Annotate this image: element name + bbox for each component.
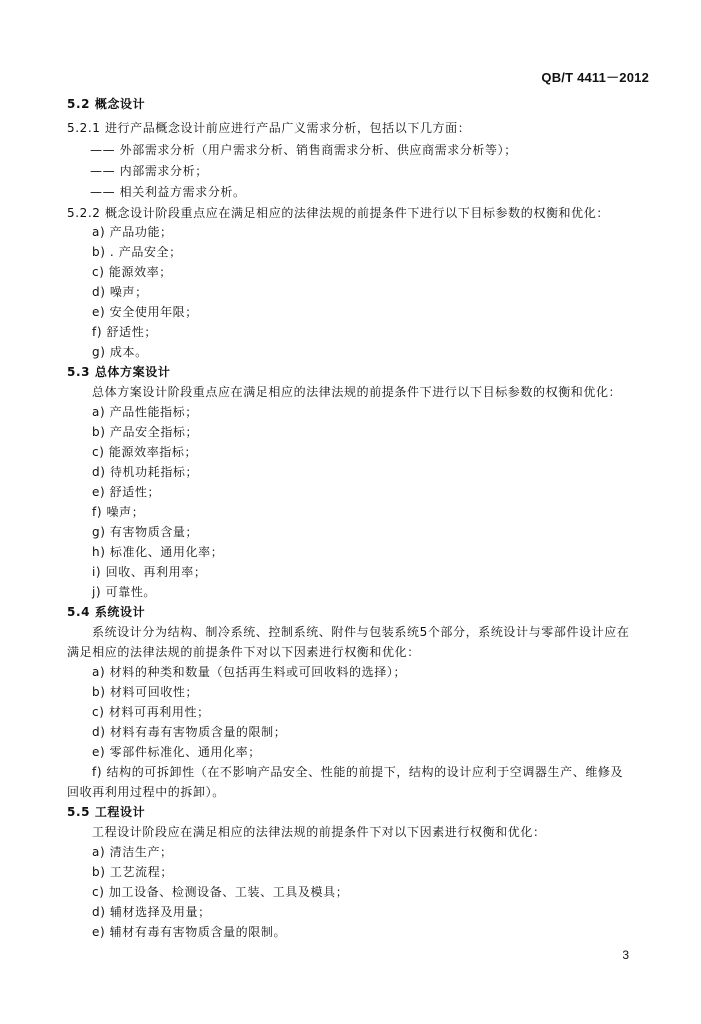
- list-item: d) 待机功耗指标；: [92, 465, 199, 479]
- list-item: b) 工艺流程；: [92, 865, 173, 879]
- list-item: e) 零部件标准化、通用化率；: [92, 745, 261, 759]
- section-5-2-heading: 5.2 概念设计: [67, 97, 146, 111]
- list-item: e) 安全使用年限；: [92, 305, 198, 319]
- list-item: j) 可靠性。: [92, 585, 157, 599]
- list-item-continuation: 回收再利用过程中的拆卸）。: [67, 785, 225, 799]
- clause-5-2-1: 5.2.1 进行产品概念设计前应进行产品广义需求分析，包括以下几方面：: [67, 121, 471, 135]
- list-item: b) 产品安全指标；: [92, 425, 199, 439]
- list-item: i) 回收、再利用率；: [92, 565, 207, 579]
- list-item: a) 产品性能指标；: [92, 405, 198, 419]
- list-item: c) 材料可再利用性；: [92, 705, 210, 719]
- list-item: a) 材料的种类和数量（包括再生料或可回收料的选择）；: [92, 665, 407, 679]
- list-item: h) 标准化、通用化率；: [92, 545, 224, 559]
- list-item: a) 产品功能；: [92, 225, 173, 239]
- clause-5-2-2: 5.2.2 概念设计阶段重点应在满足相应的法律法规的前提条件下进行以下目标参数的权衡和优化：: [67, 206, 609, 220]
- section-5-4-intro-cont: 满足相应的法律法规的前提条件下对以下因素进行权衡和优化：: [67, 645, 420, 659]
- section-5-3-heading: 5.3 总体方案设计: [67, 365, 171, 379]
- list-item: f) 舒适性；: [92, 325, 157, 339]
- section-5-5-heading: 5.5 工程设计: [67, 805, 146, 819]
- section-5-5-intro: 工程设计阶段应在满足相应的法律法规的前提条件下对以下因素进行权衡和优化：: [92, 825, 546, 839]
- list-item: —— 相关利益方需求分析。: [90, 185, 246, 199]
- list-item: f) 结构的可拆卸性（在不影响产品安全、性能的前提下，结构的设计应利于空调器生产、维修及: [92, 765, 624, 779]
- list-item: a) 清洁生产；: [92, 845, 173, 859]
- section-5-4-heading: 5.4 系统设计: [67, 605, 146, 619]
- list-item: e) 舒适性；: [92, 485, 161, 499]
- list-item: d) 辅材选择及用量；: [92, 905, 211, 919]
- list-item: e) 辅材有毒有害物质含量的限制。: [92, 925, 287, 939]
- page-number: 3: [622, 948, 629, 962]
- list-item: b) . 产品安全；: [92, 245, 182, 259]
- list-item: d) 材料有毒有害物质含量的限制；: [92, 725, 287, 739]
- list-item: d) 噪声；: [92, 285, 148, 299]
- list-item: c) 能源效率指标；: [92, 445, 198, 459]
- list-item: —— 外部需求分析（用户需求分析、销售商需求分析、供应商需求分析等）；: [90, 143, 517, 157]
- standard-code: QB/T 4411－2012: [541, 70, 649, 85]
- section-5-4-intro: 系统设计分为结构、制冷系统、控制系统、附件与包装系统5个部分，系统设计与零部件设计应在: [92, 625, 630, 639]
- list-item: f) 噪声；: [92, 505, 145, 519]
- section-5-3-intro: 总体方案设计阶段重点应在满足相应的法律法规的前提条件下进行以下目标参数的权衡和优化：: [92, 385, 622, 399]
- list-item: —— 内部需求分析；: [90, 164, 208, 178]
- list-item: c) 加工设备、检测设备、工装、工具及模具；: [92, 885, 349, 899]
- list-item: g) 成本。: [92, 345, 148, 359]
- list-item: b) 材料可回收性；: [92, 685, 199, 699]
- list-item: c) 能源效率；: [92, 265, 172, 279]
- list-item: g) 有害物质含量；: [92, 525, 199, 539]
